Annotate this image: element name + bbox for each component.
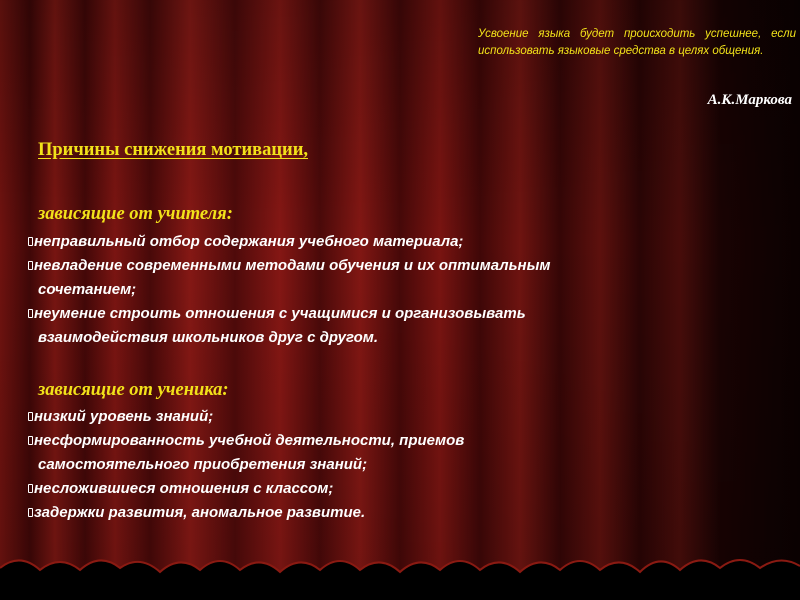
slide-heading: Причины снижения мотивации, — [38, 140, 308, 160]
list-item-text: несложившиеся отношения с классом; — [34, 480, 334, 497]
list-item-text: неправильный отбор содержания учебного материала; — [34, 233, 464, 250]
list-item — [28, 302, 768, 350]
bullet-icon — [28, 309, 33, 318]
list-item — [28, 230, 768, 254]
bullet-icon — [28, 508, 33, 517]
list-item — [28, 501, 768, 525]
bullet-icon — [28, 237, 33, 246]
list-item — [28, 405, 768, 429]
list-item-continuation: сочетанием; — [38, 281, 137, 298]
list-item-continuation: взаимодействия школьников друг с другом. — [38, 329, 379, 346]
list-item — [28, 429, 768, 477]
epigraph-author: А.К.Маркова — [707, 92, 792, 108]
student-causes-list — [28, 405, 768, 525]
curtain-fringe — [0, 530, 800, 600]
list-item-text: задержки развития, аномальное развитие. — [34, 504, 366, 521]
group-title-student: зависящие от ученика: — [38, 380, 229, 400]
list-item — [28, 254, 768, 302]
list-item-text: низкий уровень знаний; — [34, 408, 214, 425]
group-title-teacher: зависящие от учителя: — [38, 204, 233, 224]
bullet-icon — [28, 484, 33, 493]
list-item-text: неумение строить отношения с учащимися и организовывать — [34, 305, 526, 322]
bullet-icon — [28, 436, 33, 445]
epigraph-quote: Усвоение языка будет происходить успешнее, если использовать языковые средства в целях общения. — [478, 28, 796, 57]
list-item-text: несформированность учебной деятельности, приемов — [34, 432, 465, 449]
list-item-text: невладение современными методами обучения и их оптимальным — [34, 257, 551, 274]
list-item-continuation: самостоятельного приобретения знаний; — [38, 456, 368, 473]
list-item — [28, 477, 768, 501]
bullet-icon — [28, 412, 33, 421]
bullet-icon — [28, 261, 33, 270]
teacher-causes-list — [28, 230, 768, 350]
